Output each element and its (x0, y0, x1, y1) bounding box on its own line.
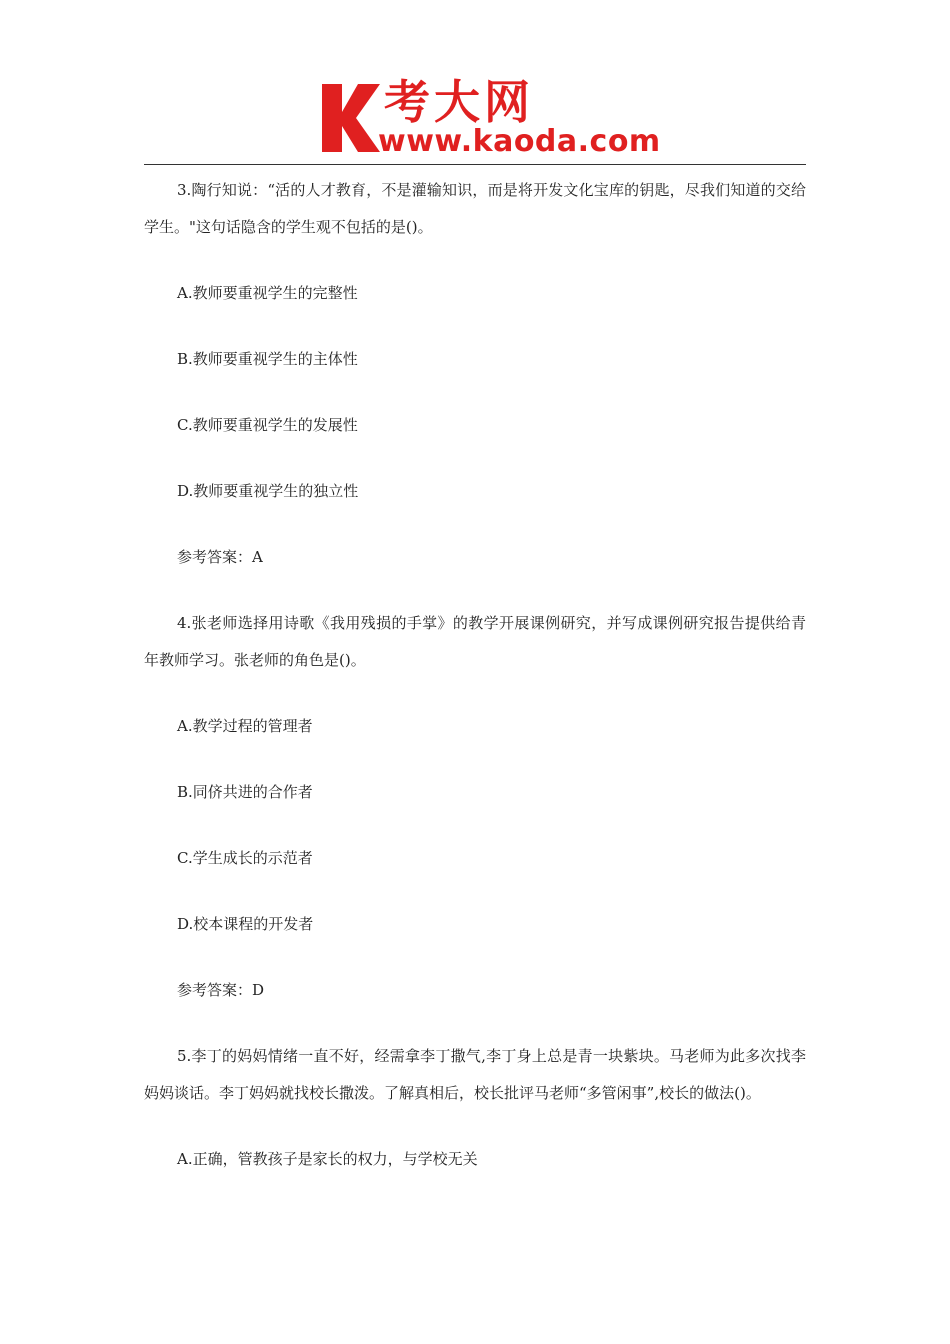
document-body (144, 172, 806, 1207)
option-a: A.正确，管教孩子是家长的权力，与学校无关 (177, 1150, 478, 1168)
question-stem: 5.李丁的妈妈情绪一直不好，经需拿李丁撒气,李丁身上总是青一块紫块。马老师为此多次找李妈妈谈话。李丁妈妈就找校长撒泼。了解真相后，校长批评马老师“多管闲事”,校长的做法()。 (144, 1047, 806, 1102)
option-b: B.教师要重视学生的主体性 (177, 350, 358, 368)
option-d: D.校本课程的开发者 (177, 915, 314, 933)
option-a: A.教学过程的管理者 (177, 717, 313, 735)
logo-chinese-text: 考大网 (384, 75, 534, 129)
option-a: A.教师要重视学生的完整性 (177, 284, 358, 302)
question-block (144, 172, 806, 576)
option-d: D.教师要重视学生的独立性 (177, 482, 359, 500)
question-block (144, 605, 806, 1009)
reference-answer: 参考答案：D (177, 981, 265, 999)
option-c: C.学生成长的示范者 (177, 849, 313, 867)
option-c: C.教师要重视学生的发展性 (177, 416, 358, 434)
k-logo-icon (318, 82, 382, 152)
reference-answer: 参考答案：A (177, 548, 263, 566)
header-divider (144, 164, 806, 165)
option-b: B.同侪共进的合作者 (177, 783, 313, 801)
question-stem: 4.张老师选择用诗歌《我用残损的手掌》的教学开展课例研究，并写成课例研究报告提供给青年教师学习。张老师的角色是()。 (144, 614, 806, 669)
question-block (144, 1038, 806, 1178)
kaoda-logo (318, 75, 661, 160)
question-stem: 3.陶行知说：“活的人才教育，不是灌输知识，而是将开发文化宝库的钥匙，尽我们知道的交给学生。"这句话隐含的学生观不包括的是()。 (144, 181, 806, 236)
logo-url-text: www.kaoda.com (378, 124, 661, 159)
